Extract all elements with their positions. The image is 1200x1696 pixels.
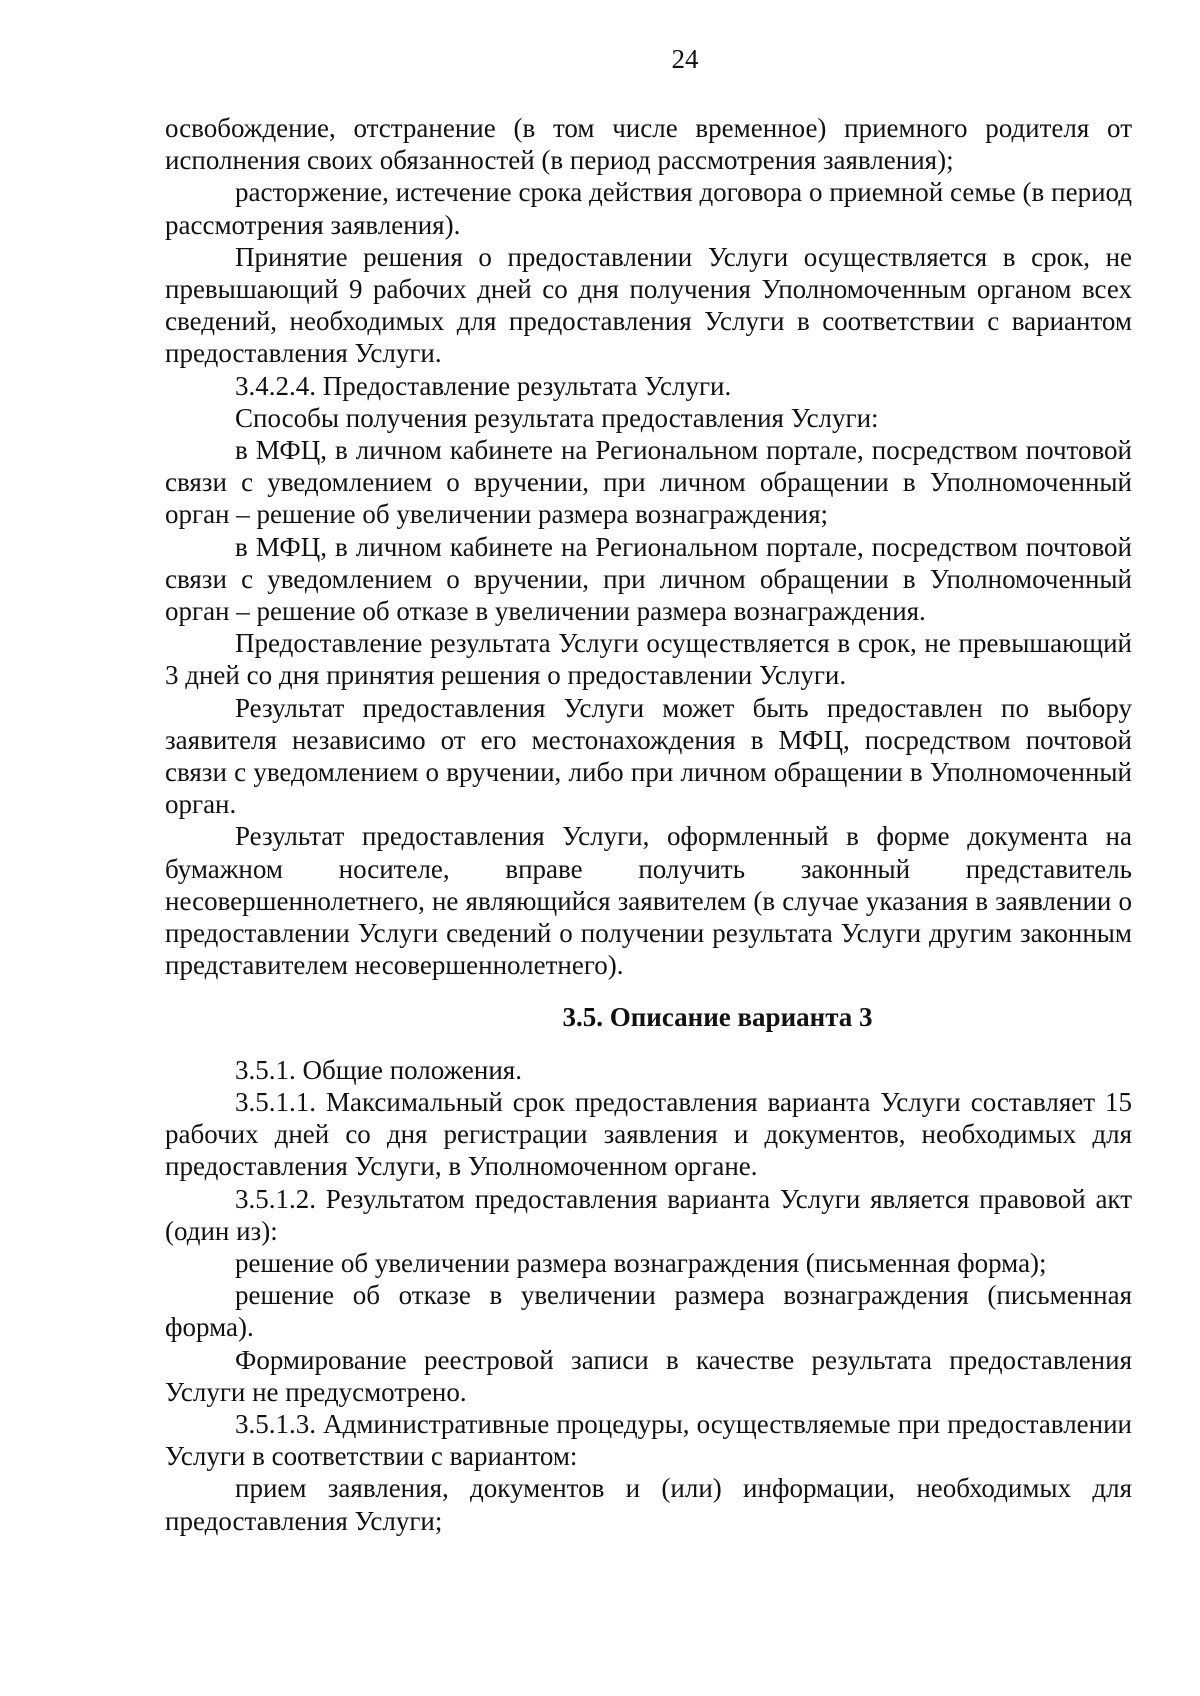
paragraph: освобождение, отстранение (в том числе временное) приемного родителя от исполнения своих обязанностей (в период рассмотрения заявления);	[165, 113, 1132, 176]
page-number: 24	[671, 44, 699, 74]
paragraph: 3.5.1.1. Максимальный срок предоставления варианта Услуги составляет 15 рабочих дней со дня регистрации заявления и документов, необходимых для предоставления Услуги, в Уполномоченном органе.	[165, 1086, 1132, 1182]
paragraph: Принятие решения о предоставлении Услуги осуществляется в срок, не превышающий 9 рабочих дней со дня получения Уполномоченным органом всех сведений, необходимых для предоставления Услуги в соответствии с вариантом предоставления Услуги.	[165, 241, 1132, 369]
paragraph: прием заявления, документов и (или) информации, необходимых для предоставления Услуги;	[165, 1473, 1132, 1536]
paragraph: Результат предоставления Услуги может быть предоставлен по выбору заявителя независимо от его местонахождения в МФЦ, посредством почтовой связи с уведомлением о вручении, либо при личном обращении в Уполномоченный орган.	[165, 692, 1132, 820]
paragraph: в МФЦ, в личном кабинете на Региональном портале, посредством почтовой связи с уведомлением о вручении, при личном обращении в Уполномоченный орган – решение об отказе в увеличении размера вознаграждения.	[165, 531, 1132, 627]
paragraph: 3.5.1. Общие положения.	[235, 1054, 522, 1085]
document-body	[165, 112, 1132, 1537]
paragraph: расторжение, истечение срока действия договора о приемной семье (в период рассмотрения заявления).	[165, 177, 1132, 240]
paragraph: 3.5.1.2. Результатом предоставления варианта Услуги является правовой акт (один из):	[165, 1183, 1132, 1246]
paragraph: Формирование реестровой записи в качестве результата предоставления Услуги не предусмотрено.	[165, 1344, 1132, 1407]
paragraph: 3.4.2.4. Предоставление результата Услуги.	[235, 370, 732, 401]
paragraph: решение об увеличении размера вознаграждения (письменная форма);	[235, 1247, 1047, 1278]
section-heading: 3.5. Описание варианта 3	[562, 1002, 873, 1033]
paragraph: в МФЦ, в личном кабинете на Региональном портале, посредством почтовой связи с уведомлением о вручении, при личном обращении в Уполномоченный орган – решение об увеличении размера вознаграждения;	[165, 435, 1132, 530]
paragraph: Предоставление результата Услуги осуществляется в срок, не превышающий 3 дней со дня принятия решения о предоставлении Услуги.	[165, 628, 1132, 691]
paragraph: 3.5.1.3. Административные процедуры, осуществляемые при предоставлении Услуги в соответствии с вариантом:	[165, 1408, 1132, 1472]
paragraph: Результат предоставления Услуги, оформленный в форме документа на бумажном носителе, вправе получить законный представитель несовершеннолетнего, не являющийся заявителем (в случае указания в заявлении о предоставлении Услуги сведений о получении результата Услуги другим законным представителем несовершеннолетнего).	[165, 821, 1132, 981]
paragraph: Способы получения результата предоставления Услуги:	[235, 402, 879, 433]
paragraph: решение об отказе в увеличении размера вознаграждения (письменная форма).	[165, 1280, 1132, 1343]
